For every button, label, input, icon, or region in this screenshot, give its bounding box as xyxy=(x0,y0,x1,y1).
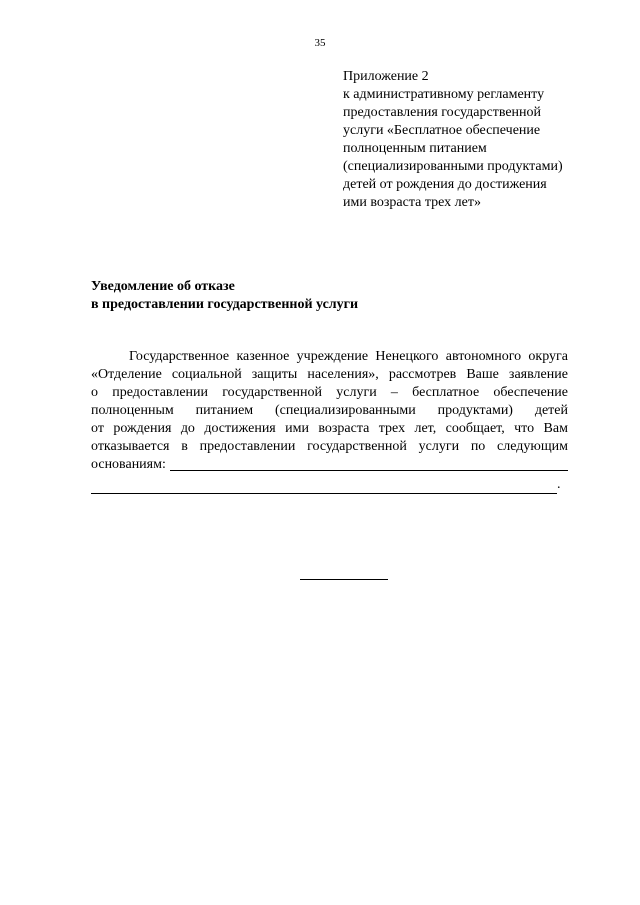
body-line-2 xyxy=(91,366,568,384)
word: детей xyxy=(534,403,568,418)
word: (специализированными xyxy=(274,403,416,418)
word: полноценным xyxy=(91,403,174,418)
separator-line xyxy=(300,579,388,580)
word: продуктами) xyxy=(437,403,513,418)
body-line-6 xyxy=(91,438,568,456)
body-line-1 xyxy=(91,348,568,366)
word: о xyxy=(91,385,98,400)
word: Государственное xyxy=(129,349,230,364)
word: по xyxy=(470,439,486,454)
word: населения», xyxy=(307,367,379,382)
word: следующим xyxy=(497,439,568,454)
body-line-3 xyxy=(91,384,568,402)
word: до xyxy=(180,421,195,436)
word: Ваше xyxy=(466,367,499,382)
word: обеспечение xyxy=(493,385,568,400)
word: Вам xyxy=(543,421,568,436)
body-line-7 xyxy=(91,456,568,474)
word: учреждение xyxy=(296,349,369,364)
word: казенное xyxy=(236,349,290,364)
word: бесплатное xyxy=(412,385,480,400)
word: предоставлении xyxy=(112,385,209,400)
word: – xyxy=(390,385,398,400)
word: услуги xyxy=(418,439,460,454)
appendix-line: (специализированными продуктами) xyxy=(343,159,563,174)
word: рассмотрев xyxy=(388,367,457,382)
grounds-fill-line-2[interactable] xyxy=(91,479,557,494)
word: заявление xyxy=(508,367,568,382)
appendix-line: к административному регламенту xyxy=(343,87,545,102)
word: услуги xyxy=(336,385,377,400)
word: защиты xyxy=(251,367,298,382)
word: возраста xyxy=(318,421,370,436)
word: социальной xyxy=(171,367,242,382)
appendix-line: ими возраста трех лет» xyxy=(343,195,481,210)
end-period: . xyxy=(557,477,561,492)
word: сообщает, xyxy=(445,421,505,436)
body-line-4 xyxy=(91,402,568,420)
grounds-label: основаниям: xyxy=(91,457,166,472)
word: трех xyxy=(378,421,406,436)
body-line-5 xyxy=(91,420,568,438)
word: что xyxy=(514,421,535,436)
body-line-8 xyxy=(91,476,568,494)
appendix-line: детей от рождения до достижения xyxy=(343,177,547,192)
title-line: Уведомление об отказе xyxy=(91,279,235,294)
document-title xyxy=(91,278,551,314)
word: лет, xyxy=(414,421,437,436)
appendix-line: полноценным питанием xyxy=(343,141,487,156)
word: государственной xyxy=(307,439,407,454)
appendix-header xyxy=(343,68,613,212)
word: автономного xyxy=(445,349,522,364)
word: питанием xyxy=(195,403,254,418)
appendix-line: услуги «Бесплатное обеспечение xyxy=(343,123,541,138)
appendix-line: Приложение 2 xyxy=(343,69,429,84)
word: достижения xyxy=(204,421,276,436)
word: «Отделение xyxy=(91,367,162,382)
appendix-line: предоставления государственной xyxy=(343,105,542,120)
notice-body xyxy=(91,348,568,494)
word: Ненецкого xyxy=(375,349,439,364)
word: государственной xyxy=(222,385,323,400)
word: предоставлении xyxy=(199,439,296,454)
word: в xyxy=(181,439,188,454)
word: ими xyxy=(285,421,309,436)
word: округа xyxy=(528,349,568,364)
title-line: в предоставлении государственной услуги xyxy=(91,297,359,312)
page-number: 35 xyxy=(314,37,326,49)
grounds-fill-line-1[interactable] xyxy=(170,456,568,471)
word: рождения xyxy=(113,421,172,436)
word: отказывается xyxy=(91,439,170,454)
word: от xyxy=(91,421,104,436)
